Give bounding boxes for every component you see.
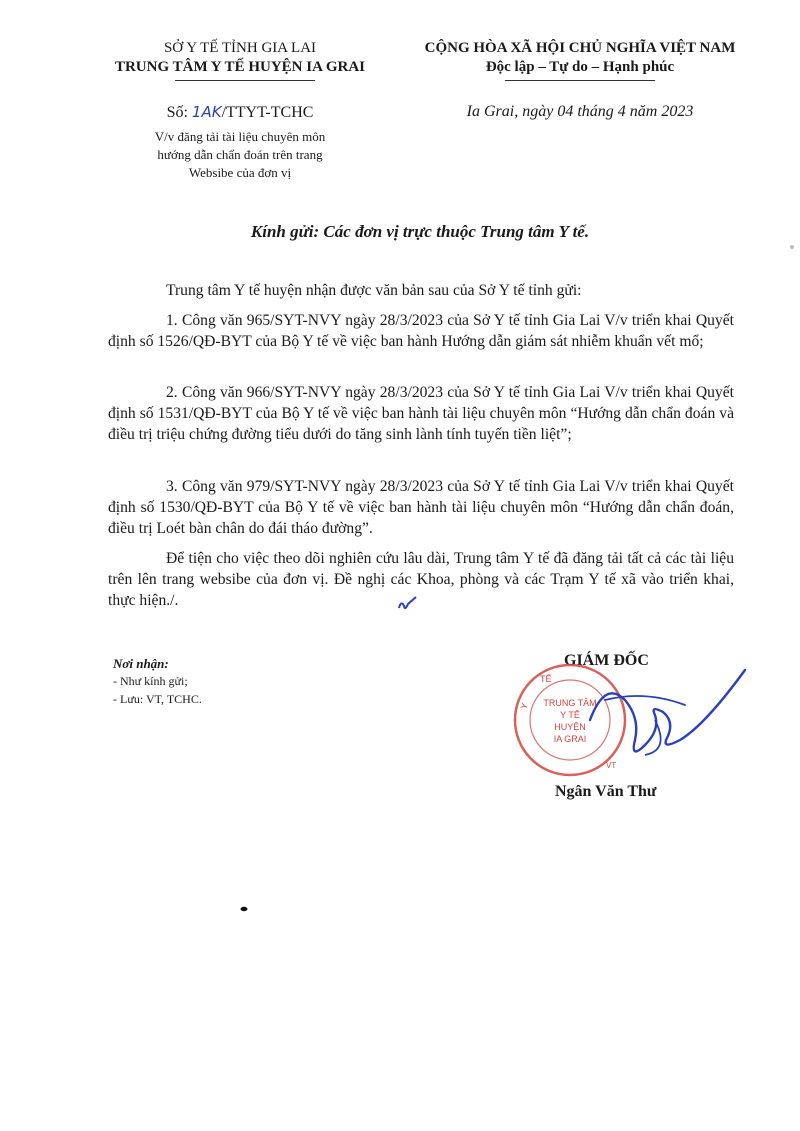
subject-line: hướng dẫn chẩn đoán trên trang [157,147,323,162]
handwritten-tick-mark [396,594,418,616]
scan-speck [240,906,248,912]
recipient-item: - Như kính gửi; [113,674,188,688]
document-date: Ia Grai, ngày 04 tháng 4 năm 2023 [466,103,694,120]
stamp-line: HUYỆN [554,722,586,732]
recipients-title: Nơi nhận: [113,656,169,671]
signer-name: Ngân Văn Thư [555,783,657,800]
svg-text:TẾ: TẾ [540,674,552,684]
body-item-1: 1. Công văn 965/SYT-NVY ngày 28/3/2023 của Sở Y tế tỉnh Gia Lai V/v triển khai Quyết định số 1526/QĐ-BYT của Bộ Y tế về việc ban hành Hướng dẫn giám sát nhiễm khuẩn vết mổ; [108,312,734,350]
body-item-2: 2. Công văn 966/SYT-NVY ngày 28/3/2023 của Sở Y tế tỉnh Gia Lai V/v triển khai Quyết định số 1531/QĐ-BYT của Bộ Y tế về việc ban hành tài liệu chuyên môn “Hướng dẫn chẩn đoán và điều trị triệu chứng đường tiểu dưới do tăng sinh lành tính tuyến tiền liệt”; [108,384,734,443]
stamp-line: Y TẾ [560,710,580,720]
parent-organization: SỞ Y TẾ TỈNH GIA LAI [163,40,317,56]
national-title: CỘNG HÒA XÃ HỘI CHỦ NGHĨA VIỆT NAM [424,40,736,56]
issuing-organization: TRUNG TÂM Y TẾ HUYỆN IA GRAI [114,59,366,75]
document-number-suffix: /TTYT-TCHC [221,104,314,121]
svg-text:VT: VT [606,761,617,770]
greeting: Kính gửi: Các đơn vị trực thuộc Trung tâm Y tế. [250,222,590,241]
subject-line: V/v đăng tải tài liệu chuyên môn [154,129,326,144]
document-number-handwritten: 1AK [191,103,222,121]
document-subject [100,128,380,182]
body-intro: Trung tâm Y tế huyện nhận được văn bản sau của Sở Y tế tỉnh gửi: [166,282,582,299]
scan-smudge [787,242,797,252]
subject-line: Websibe của đơn vị [188,165,292,180]
body-item-3: 3. Công văn 979/SYT-NVY ngày 28/3/2023 của Sở Y tế tỉnh Gia Lai V/v triển khai Quyết định số 1530/QĐ-BYT của Bộ Y tế về việc ban hành tài liệu chuyên môn “Hướng dẫn chẩn đoán, điều trị Loét bàn chân do đái tháo đường”. [108,478,734,537]
body-closing: Để tiện cho việc theo dõi nghiên cứu lâu dài, Trung tâm Y tế đã đăng tải tất cả các tài liệu trên lên trang websibe của đơn vị. Đề nghị các Khoa, phòng và các Trạm Y tế xã vào triển khai, thực hiện./. [108,550,734,609]
motto-underline [505,80,655,81]
svg-text:Y: Y [518,701,530,711]
handwritten-signature [585,660,755,770]
stamp-line: IA GRAI [553,734,587,744]
stamp-line: TRUNG TÂM [543,698,597,708]
signer-title: GIÁM ĐỐC [564,652,649,669]
national-motto: Độc lập – Tự do – Hạnh phúc [485,59,675,75]
document-number-prefix: Số: [166,104,188,121]
recipient-item: - Lưu: VT, TCHC. [113,692,202,706]
org-underline [175,80,315,81]
document-number [100,103,380,122]
